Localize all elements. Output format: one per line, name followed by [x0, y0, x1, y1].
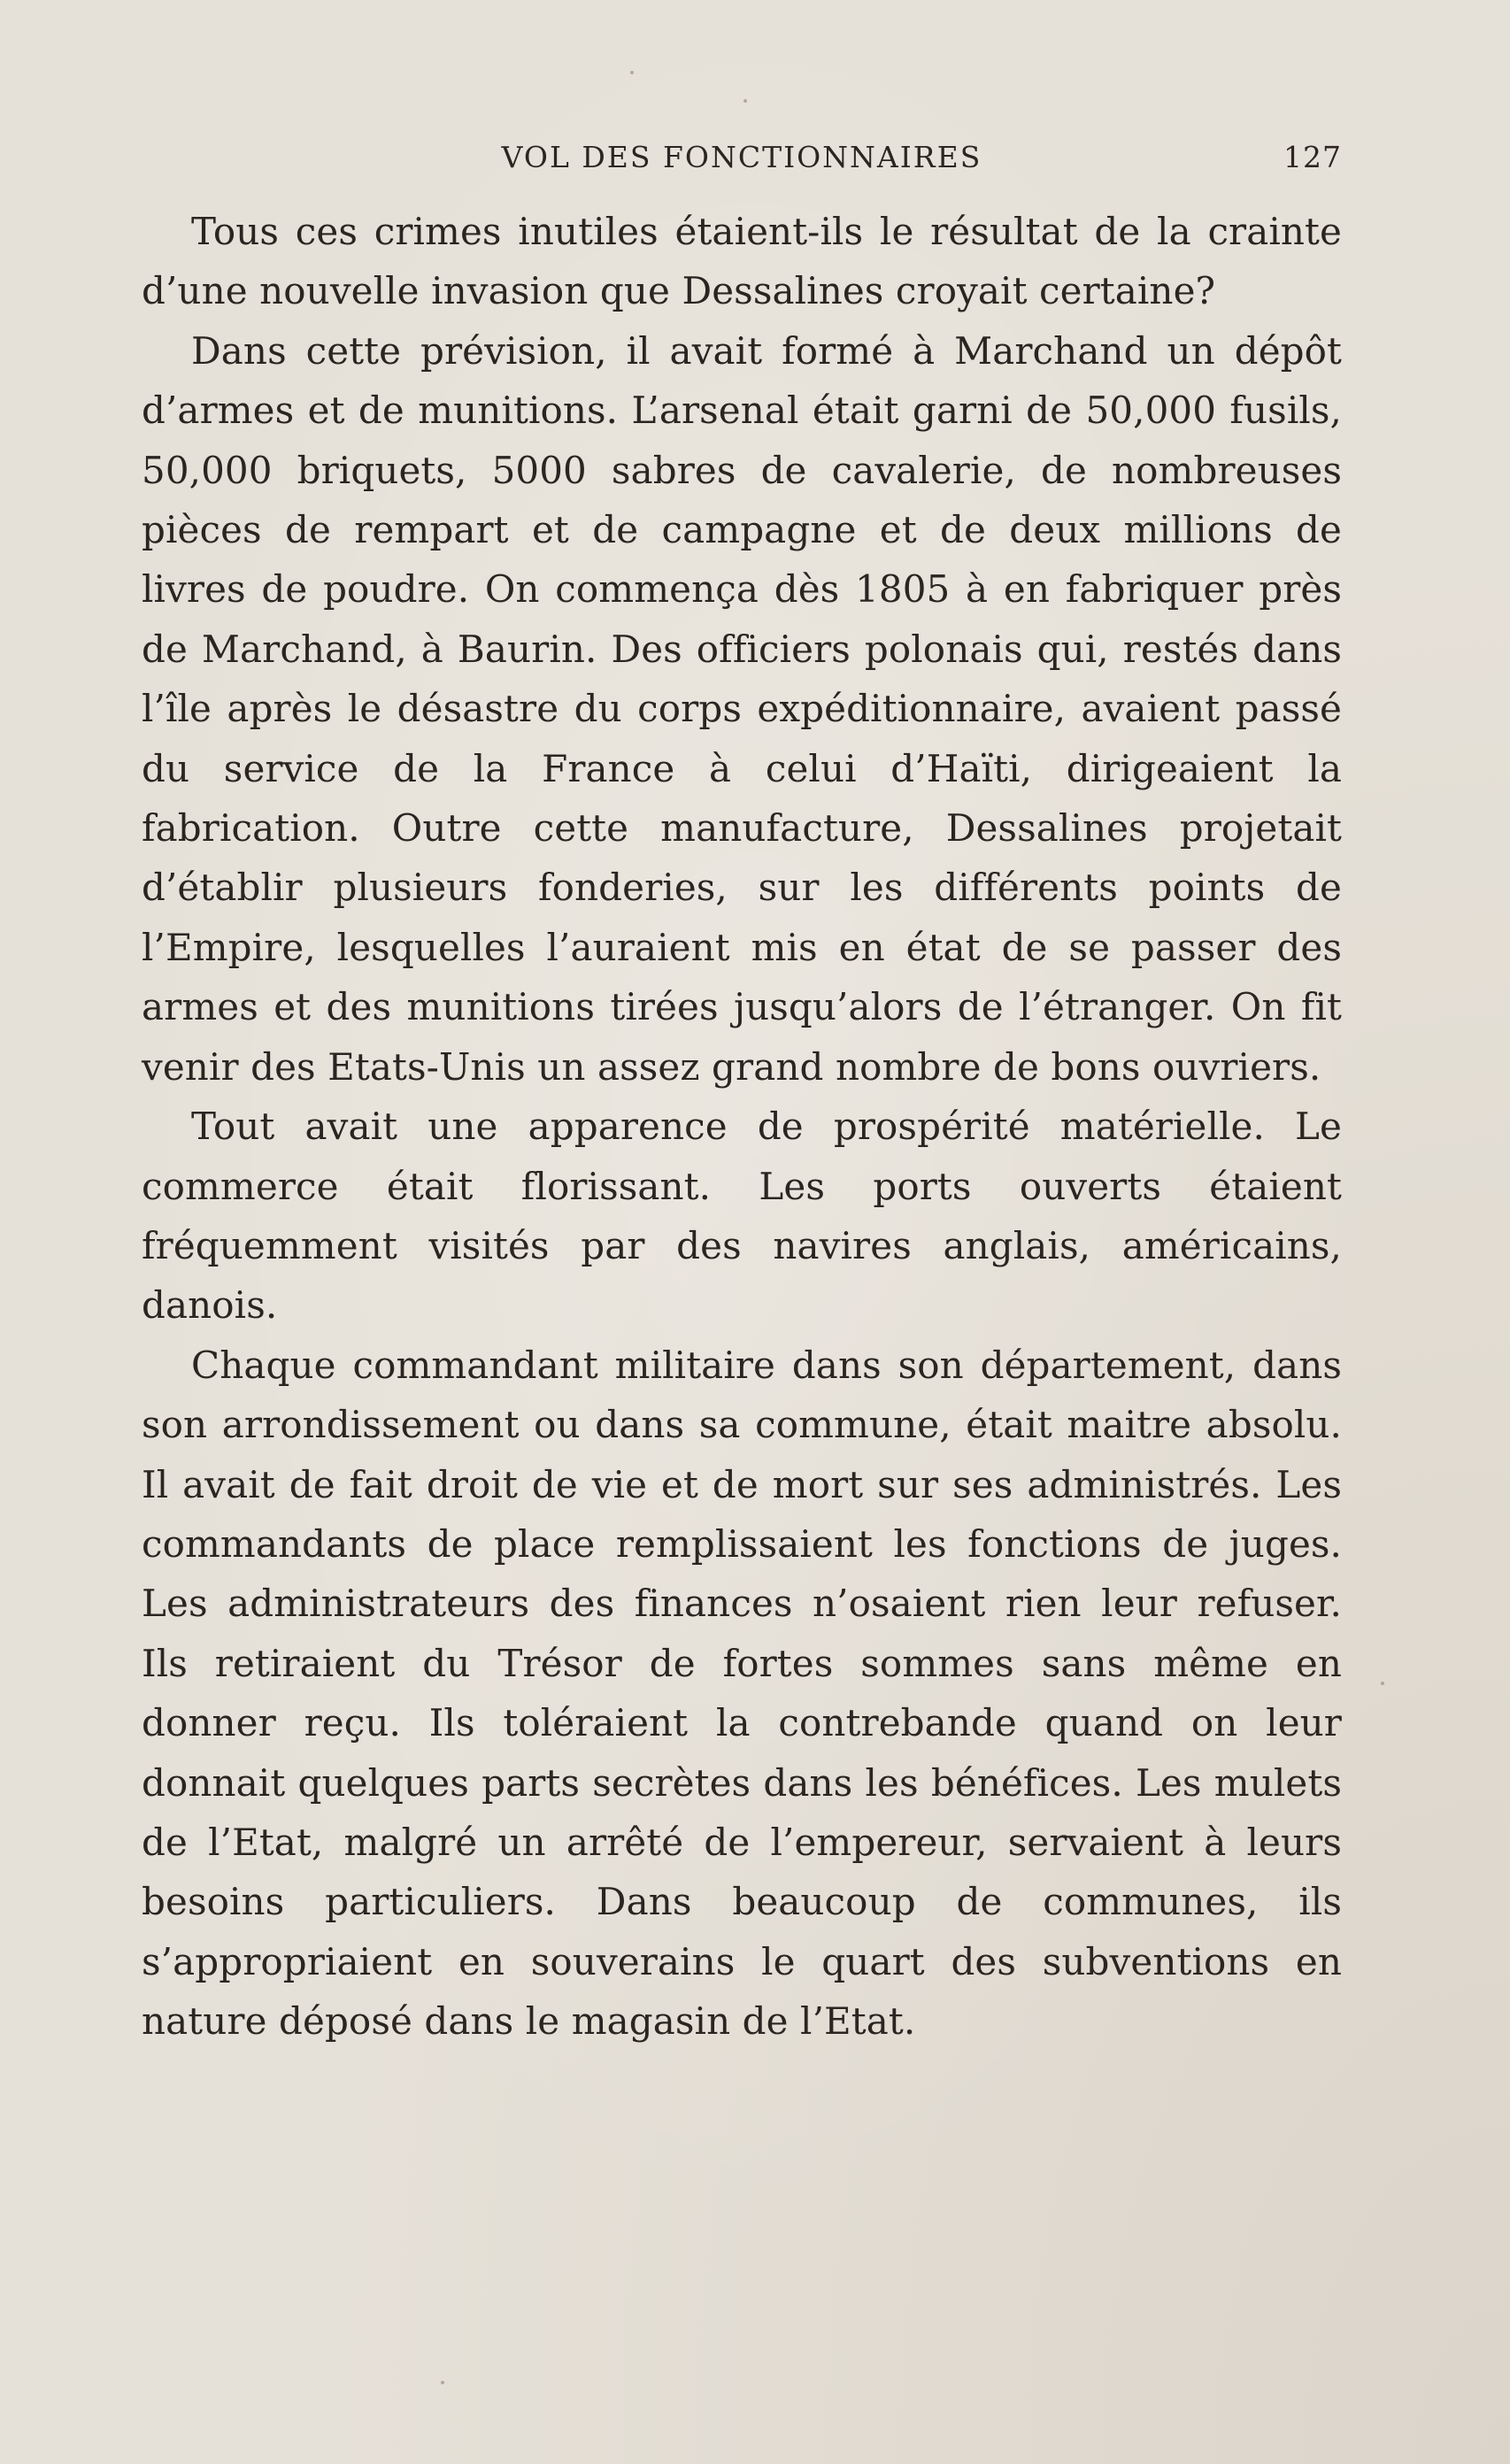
paragraph-2: Dans cette prévision, il avait formé à Marchand un dépôt d’armes et de munitions. L’arsenal était garni de 50,000 fusils, 50,000 briquets, 5000 sabres de cavalerie, de nombreuses pièces de rempart et de campagne et de deux millions de livres de poudre. On commença dès 1805 à en fabriquer près de Marchand, à Baurin. Des officiers polonais qui, restés dans l’île après le désastre du corps expéditionnaire, avaient passé du service de la France à celui d’Haïti, dirigeaient la fabrication. Outre cette manufacture, Dessalines projetait d’établir plusieurs fonderies, sur les différents points de l’Empire, lesquelles l’auraient mis en état de se passer des armes et des munitions tirées jusqu’alors de l’étranger. On fit venir des Etats-Unis un assez grand nombre de bons ouvriers. [142, 328, 1342, 1089]
paragraph-4: Chaque commandant militaire dans son département, dans son arrondissement ou dans sa commune, était maitre absolu. Il avait de fait droit de vie et de mort sur ses administrés. Les commandants de place remplissaient les fonctions de juges. Les administrateurs des finances n’osaient rien leur refuser. Ils retiraient du Trésor de fortes sommes sans même en donner reçu. Ils toléraient la contrebande quand on leur donnait quelques parts secrètes dans les bénéfices. Les mulets de l’Etat, malgré un arrêté de l’empereur, servaient à leurs besoins particuliers. Dans beaucoup de communes, ils s’appropriaient en souverains le quart des subventions en nature déposé dans le magasin de l’Etat. [142, 1343, 1342, 2044]
paper-speck [441, 2381, 444, 2384]
body-text [142, 202, 1342, 2052]
paper-speck [1381, 1682, 1384, 1685]
paragraph-3: Tout avait une apparence de prospérité matérielle. Le commerce était florissant. Les ports ouverts étaient fréquemment visités par des navires anglais, américains, danois. [142, 1105, 1342, 1328]
paper-speck [630, 71, 634, 74]
paragraph-1: Tous ces crimes inutiles étaient-ils le résultat de la crainte d’une nouvelle invasion que Dessalines croyait certaine? [142, 210, 1342, 313]
running-title: VOL DES FONCTIONNAIRES [501, 140, 982, 174]
page-header [142, 133, 1342, 182]
paper-speck [743, 99, 747, 103]
page-number: 127 [1283, 140, 1342, 174]
